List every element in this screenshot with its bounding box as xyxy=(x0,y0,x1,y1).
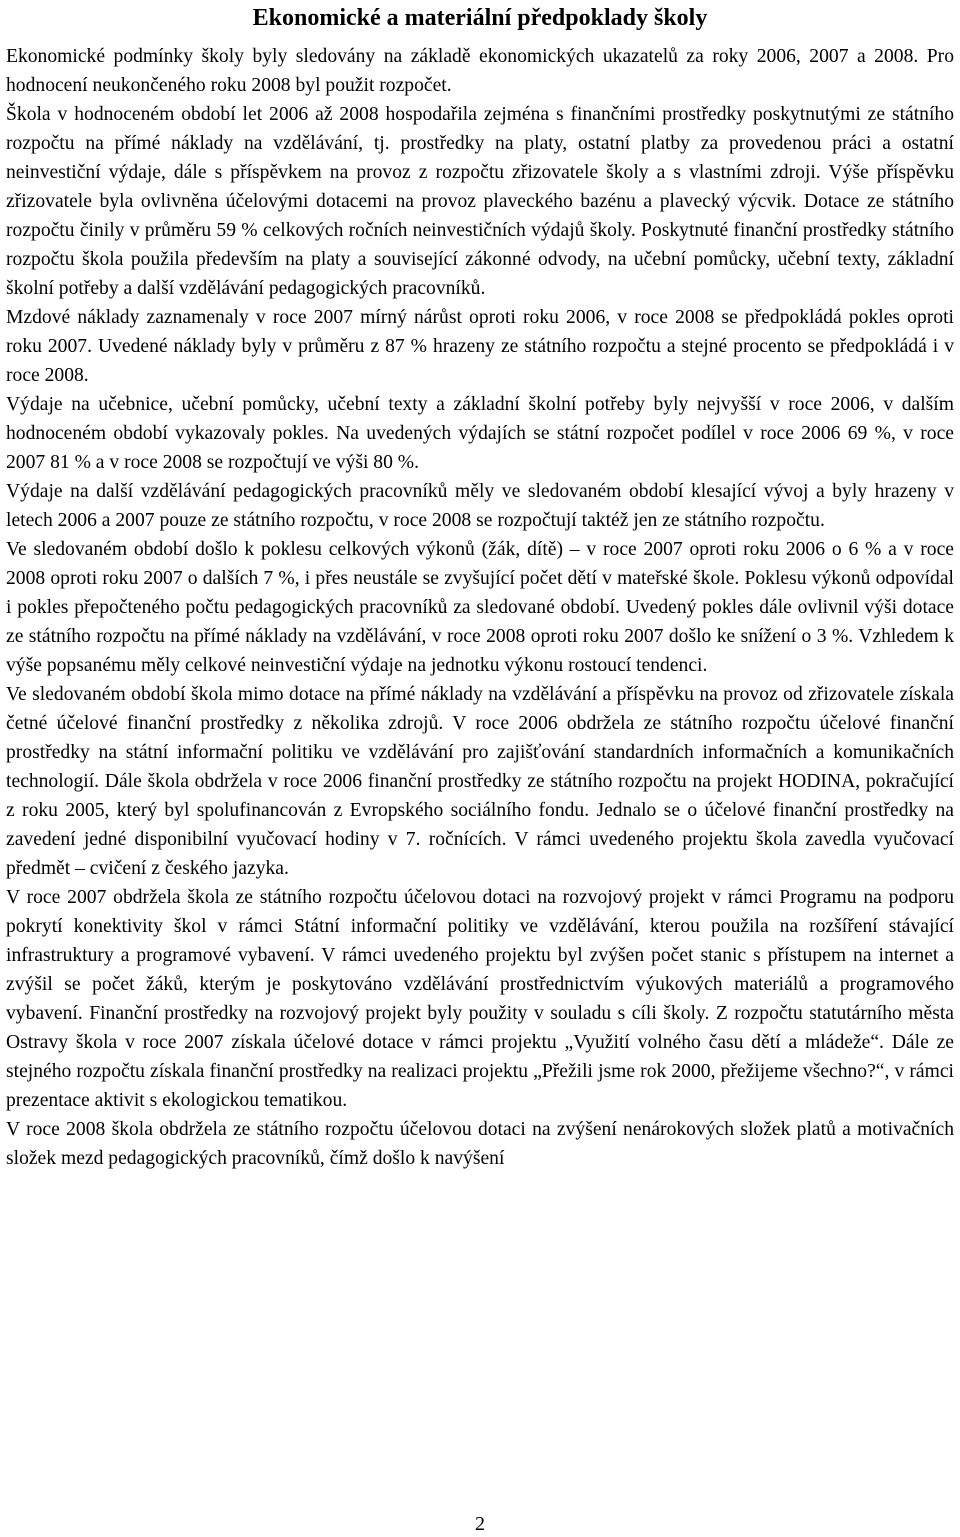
document-page xyxy=(6,0,954,1173)
paragraph-2008-grant: V roce 2008 škola obdržela ze státního rozpočtu účelovou dotaci na zvýšení nenárokových složek platů a motivačních složek mezd pedagogických pracovníků, čímž došlo k navýšení xyxy=(6,1119,954,1169)
page-title: Ekonomické a materiální předpoklady školy xyxy=(252,5,708,31)
page-number: 2 xyxy=(475,1513,485,1535)
paragraph-wage-costs: Mzdové náklady zaznamenaly v roce 2007 mírný nárůst oproti roku 2006, v roce 2008 se předpokládá pokles oproti roku 2007. Uvedené náklady byly v průměru z 87 % hrazeny ze státního rozpočtu a stejné procento se předpokládá i v roce 2008. xyxy=(6,307,954,386)
paragraph-earmarked-funds: Ve sledovaném období škola mimo dotace na přímé náklady na vzdělávání a příspěvku na provoz od zřizovatele získala četné účelové finanční prostředky z několika zdrojů. V roce 2006 obdržela ze státního rozpočtu účelové finanční prostředky na státní informační politiku ve vzdělávání pro zajišťování standardních informačních a komunikačních technologií. Dále škola obdržela v roce 2006 finanční prostředky ze státního rozpočtu na projekt HODINA, pokračující z roku 2005, který byl spolufinancován z Evropského sociálního fondu. Jednalo se o účelové finanční prostředky na zavedení jedné disponibilní vyučovací hodiny v 7. ročnících. V rámci uvedeného projektu škola zavedla vyučovací předmět – cvičení z českého jazyka. xyxy=(6,684,954,879)
paragraph-financing: Škola v hodnoceném období let 2006 až 2008 hospodařila zejména s finančními prostředky poskytnutými ze státního rozpočtu na přímé náklady na vzdělávání, tj. prostředky na platy, ostatní platby za provedenou práci a ostatní neinvestiční výdaje, dále s příspěvkem na provoz z rozpočtu zřizovatele školy a s vlastními zdroji. Výše příspěvku zřizovatele byla ovlivněna účelovými dotacemi na provoz plaveckého bazénu a plavecký výcvik. Dotace ze státního rozpočtu činily v průměru 59 % celkových ročních neinvestičních výdajů školy. Poskytnuté finanční prostředky státního rozpočtu škola použila především na platy a související zákonné odvody, na učební pomůcky, učební texty, základní školní potřeby a další vzdělávání pedagogických pracovníků. xyxy=(6,104,954,299)
paragraph-performance-decline: Ve sledovaném období došlo k poklesu celkových výkonů (žák, dítě) – v roce 2007 oproti roku 2006 o 6 % a v roce 2008 oproti roku 2007 o dalších 7 %, i přes neustále se zvyšující počet dětí v mateřské škole. Poklesu výkonů odpovídal i pokles přepočteného počtu pedagogických pracovníků za sledované období. Uvedený pokles dále ovlivnil výši dotace ze státního rozpočtu na přímé náklady na vzdělávání, v roce 2008 oproti roku 2007 došlo ke snížení o 3 %. Vzhledem k výše popsanému měly celkové neinvestiční výdaje na jednotku výkonu rostoucí tendenci. xyxy=(6,539,954,676)
paragraph-2007-projects: V roce 2007 obdržela škola ze státního rozpočtu účelovou dotaci na rozvojový projekt v rámci Programu na podporu pokrytí konektivity škol v rámci Státní informační politiky ve vzdělávání, kterou použila na rozšíření stávající infrastruktury a programové vybavení. V rámci uvedeného projektu byl zvýšen počet stanic s přístupem na internet a zvýšil se počet žáků, kterým je poskytováno vzdělávání prostřednictvím výukových materiálů a programového vybavení. Finanční prostředky na rozvojový projekt byly použity v souladu s cíli školy. Z rozpočtu statutárního města Ostravy škola v roce 2007 získala účelové dotace v rámci projektu „Využití volného času dětí a mládeže“. Dále ze stejného rozpočtu získala finanční prostředky na realizaci projektu „Přežili jsme rok 2000, přežijeme všechno?“, v rámci prezentace aktivit s ekologickou tematikou. xyxy=(6,887,954,1111)
paragraph-intro: Ekonomické podmínky školy byly sledovány na základě ekonomických ukazatelů za roky 2006, 2007 a 2008. Pro hodnocení neukončeného roku 2008 byl použit rozpočet. xyxy=(6,46,954,96)
paragraph-textbook-expenses: Výdaje na učebnice, učební pomůcky, učební texty a základní školní potřeby byly nejvyšší v roce 2006, v dalším hodnoceném období vykazovaly pokles. Na uvedených výdajích se státní rozpočet podílel v roce 2006 69 %, v roce 2007 81 % a v roce 2008 se rozpočtují ve výši 80 %. xyxy=(6,394,954,473)
paragraph-teacher-training: Výdaje na další vzdělávání pedagogických pracovníků měly ve sledovaném období klesající vývoj a byly hrazeny v letech 2006 a 2007 pouze ze státního rozpočtu, v roce 2008 se rozpočtují taktéž jen ze státního rozpočtu. xyxy=(6,481,954,531)
